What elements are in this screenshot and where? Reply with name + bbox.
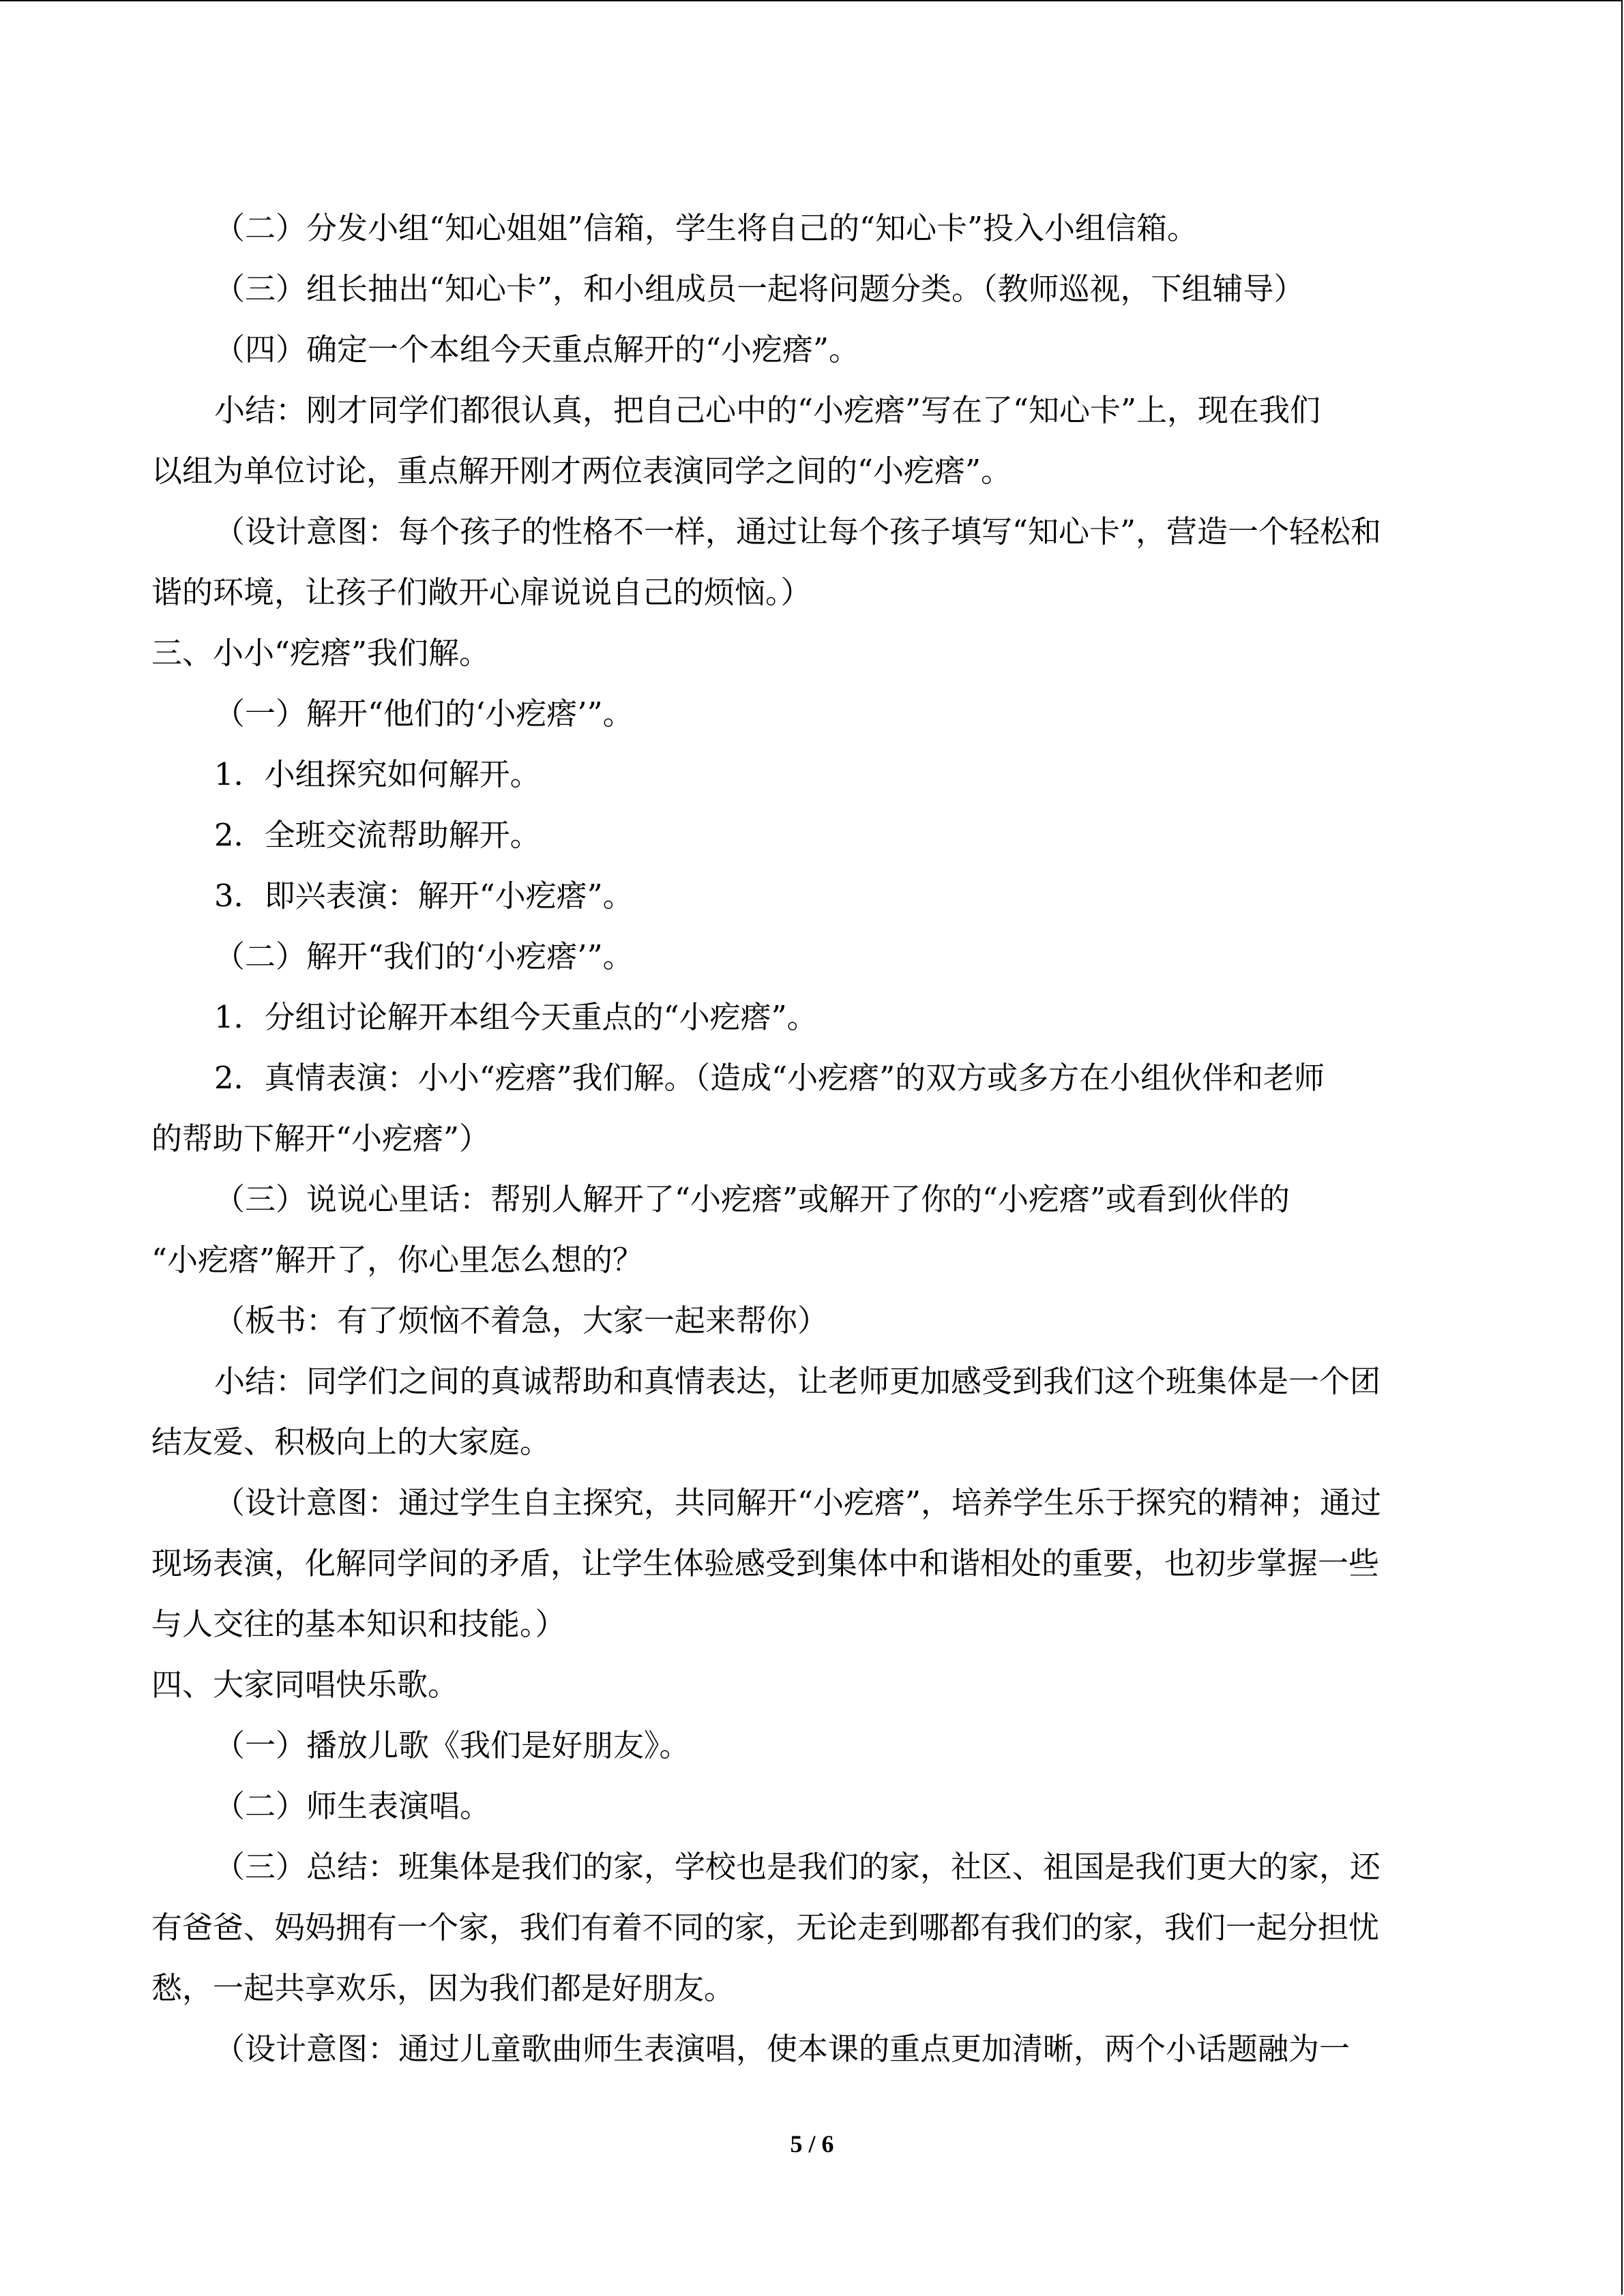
paragraph-line: 愁，一起共享欢乐，因为我们都是好朋友。 bbox=[151, 1970, 735, 2006]
paragraph-line: （二）师生表演唱。 bbox=[214, 1788, 491, 1824]
page-number: 5 / 6 bbox=[790, 2130, 834, 2158]
paragraph-line: 现场表演，化解同学间的矛盾，让学生体验感受到集体中和谐相处的重要，也初步掌握一些 bbox=[151, 1545, 1380, 1581]
paragraph-line: （设计意图：通过儿童歌曲师生表演唱，使本课的重点更加清晰，两个小话题融为一 bbox=[214, 2031, 1350, 2067]
paragraph-line: （设计意图：每个孩子的性格不一样，通过让每个孩子填写“知心卡”，营造一个轻松和 bbox=[214, 513, 1382, 550]
paragraph-line: 以组为单位讨论，重点解开刚才两位表演同学之间的“小疙瘩”。 bbox=[151, 453, 1012, 489]
list-item: 2．全班交流帮助解开。 bbox=[214, 817, 541, 853]
paragraph-line: “小疙瘩”解开了，你心里怎么想的？ bbox=[151, 1242, 644, 1278]
paragraph-line: 小结：刚才同学们都很认真，把自己心中的“小疙瘩”写在了“知心卡”上，现在我们 bbox=[214, 392, 1321, 428]
paragraph-line: （一）播放儿歌《我们是好朋友》。 bbox=[214, 1727, 690, 1763]
paragraph-line: （板书：有了烦恼不着急，大家一起来帮你） bbox=[214, 1302, 829, 1339]
section-heading: 三、小小“疙瘩”我们解。 bbox=[151, 635, 490, 671]
paragraph-line: 谐的环境，让孩子们敞开心扉说说自己的烦恼。） bbox=[151, 574, 812, 610]
paragraph-line: （四）确定一个本组今天重点解开的“小疙瘩”。 bbox=[214, 331, 860, 368]
paragraph-line: （三）说说心里话：帮别人解开了“小疙瘩”或解开了你的“小疙瘩”或看到伙伴的 bbox=[214, 1181, 1290, 1217]
paragraph-line: （三）组长抽出“知心卡”，和小组成员一起将问题分类。（教师巡视，下组辅导） bbox=[214, 271, 1305, 307]
section-heading: 四、大家同唱快乐歌。 bbox=[151, 1667, 459, 1703]
paragraph-line: （三）总结：班集体是我们的家，学校也是我们的家，社区、祖国是我们更大的家，还 bbox=[214, 1849, 1381, 1885]
paragraph-line: 的帮助下解开“小疙瘩”） bbox=[151, 1120, 490, 1157]
list-item: 2．真情表演：小小“疙瘩”我们解。（造成“小疙瘩”的双方或多方在小组伙伴和老师 bbox=[214, 1060, 1325, 1096]
paragraph-line: （设计意图：通过学生自主探究，共同解开“小疙瘩”，培养学生乐于探究的精神；通过 bbox=[214, 1485, 1382, 1521]
list-item: 3．即兴表演：解开“小疙瘩”。 bbox=[214, 878, 634, 914]
paragraph-line: 结友爱、积极向上的大家庭。 bbox=[151, 1424, 551, 1460]
paragraph-line: （二）解开“我们的‘小疙瘩’”。 bbox=[214, 938, 634, 974]
list-item: 1．小组探究如何解开。 bbox=[214, 756, 541, 792]
paragraph-line: （一）解开“他们的‘小疙瘩’”。 bbox=[214, 696, 634, 732]
paragraph-line: 小结：同学们之间的真诚帮助和真情表达，让老师更加感受到我们这个班集体是一个团 bbox=[214, 1363, 1381, 1399]
paragraph-line: 与人交往的基本知识和技能。） bbox=[151, 1606, 566, 1642]
list-item: 1．分组讨论解开本组今天重点的“小疙瘩”。 bbox=[214, 999, 818, 1035]
paragraph-line: 有爸爸、妈妈拥有一个家，我们有着不同的家，无论走到哪都有我们的家，我们一起分担忧 bbox=[151, 1909, 1380, 1945]
paragraph-line: （二）分发小组“知心姐姐”信箱，学生将自己的“知心卡”投入小组信箱。 bbox=[214, 210, 1198, 246]
